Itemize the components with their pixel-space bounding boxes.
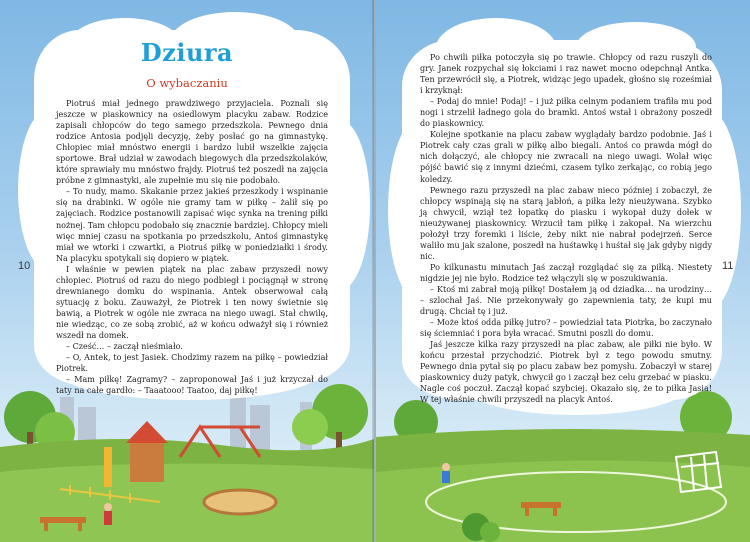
page-number-right: 11 xyxy=(722,260,734,272)
playground-illustration xyxy=(0,377,374,542)
story-title: Dziura xyxy=(140,38,234,67)
paragraph: – Może ktoś odda piłkę jutro? – powiedział tata Piotrka, bo zaczynało się ściemniać i pora była wracać. Smutni poszli do domu. xyxy=(420,318,712,339)
paragraph: I właśnie w pewien piątek na plac zabaw przyszedł nowy chłopiec. Piotruś od razu do niego podbiegł i pociągnął w stronę drewnianego domku do wspinania. Antek obserwował całą sytuację z boku. Zauważył, że Piotrek i ten nowy świetnie się bawią, a Piotrek w ogóle nie zwraca na niego uwagi. Stał chwilę, nie wiedząc, co ze sobą zrobić, aż w końcu odważył się i również wszedł na domek. xyxy=(56,264,328,340)
paragraph: Jaś jeszcze kilka razy przyszedł na plac zabaw, ale piłki nie było. W końcu przestał przychodzić. Piotrek był z tego powodu smutny. Pewnego dnia pytał się po placu zabaw bez pomysłu. Zobaczył w starej piaskownicy duży patyk, chwycił go i zaczął bez celu grzebać w piasku. Nagle coś poczuł. Zaczął kopać szybciej. Okazało się, że to piłka Jasia! W tej właśnie chwili przyszedł na placyk Antoś. xyxy=(420,340,712,405)
child-figure xyxy=(442,463,450,483)
paragraph: – Podaj do mnie! Podaj! – i już piłka celnym podaniem trafiła mu pod nogi i strzelił ładnego gola do bramki. Antoś wstał i obrażony poszedł do piaskownicy. xyxy=(420,97,712,129)
paragraph: – O, Antek, to jest Jasiek. Chodzimy razem na piłkę – powiedział Piotrek. xyxy=(56,353,328,374)
right-page-text xyxy=(420,52,712,406)
child-figure xyxy=(104,503,112,525)
left-page xyxy=(0,0,374,542)
paragraph: Po kilkunastu minutach Jaś zaczął rozglądać się za piłką. Niestety nigdzie jej nie było. Rodzice też włączyli się w poszukiwania. xyxy=(420,262,712,283)
story-subtitle: O wybaczaniu xyxy=(146,76,228,90)
paragraph: – Ktoś mi zabrał moją piłkę! Dostałem ją od dziadka… na urodziny… – szlochał Jaś. Nie przekonywały go zapewnienia taty, że kupi mu drugą. Chciał tę i już. xyxy=(420,284,712,317)
left-page-text xyxy=(56,98,328,396)
paragraph: – To nudy, mamo. Skakanie przez jakieś przeszkody i wspinanie się na drabinki. W ogóle nie gramy tam w piłkę – żalił się po zajęciach. Rodzice postanowili zapisać więc synka na trening piłki nożnej. Tam chłopcu podobało się znacznie bardziej. Chłopcy mieli więc mniej czasu na spotkania po przedszkolu, Antoś gimnastykę miał we wtorki i czwartki, a Piotruś piłkę w poniedziałki i środy. Na placyku spotykali się dopiero w piątek. xyxy=(56,187,328,263)
paragraph: Pewnego razu przyszedł na plac zabaw nieco później i zobaczył, że chłopcy wspinają się na starą jabłoń, a piłka leży nieużywana. Szybko ją chwycił, wziął też łopatkę do piasku i wykopał duży dołek w nieużywanej piaskownicy. Wrzucił tam piłkę i zakopał. Na wierzchu położył trzy foremki i liście, żeby nikt nie nabrał podejrzeń. Serce waliło mu jak szalone, poszedł na huśtawkę i huśtał się jak gdyby nigdy nic. xyxy=(420,185,712,261)
paragraph: – Mam piłkę! Zagramy? – zaproponował Jaś i już krzyczał do taty na całe gardło: – Taaatooo! Taatoo, daj piłkę! xyxy=(56,375,328,396)
page-number-left: 10 xyxy=(18,260,31,272)
paragraph: Po chwili piłka potoczyła się po trawie. Chłopcy od razu ruszyli do gry. Janek rozpychał się łokciami i raz nawet mocno odepchnął Antka. Ten przewrócił się, a Piotrek, widząc jego upadek, głośno się roześmiał i krzyknął: xyxy=(420,53,712,96)
paragraph: Kolejne spotkanie na placu zabaw wyglądały bardzo podobnie. Jaś i Piotrek cały czas grali w piłkę albo biegali. Antoś co prawda mógł do nich dołączyć, ale chłopcy nie zwracali na niego uwagi. Wolał więc pójść bawić się z innymi dziećmi, czasem tylko zerkając, co robią jego koledzy. xyxy=(420,130,712,184)
sandbox xyxy=(204,490,276,514)
paragraph: – Cześć… – zaczął nieśmiało. xyxy=(66,342,183,352)
right-page xyxy=(376,0,750,542)
paragraph: Piotruś miał jednego prawdziwego przyjaciela. Poznali się jeszcze w piaskownicy na osiedlowym placyku zabaw. Rodzice zapisali chłopców do tego samego przedszkola. Pewnego dnia rodzice Antosia podjęli decyzję, żeby posłać go na gimnastykę. Chłopiec miał mnóstwo energii i bardzo lubił wszelkie zajęcia sportowe. Brał udział w zawodach biegowych dla przedszkolaków, które sprawiały mu mnóstwo frajdy. Piotruś też poszedł na zajęcia próbne z gimnastyki, ale zupełnie mu się nie podobało. xyxy=(56,99,328,186)
